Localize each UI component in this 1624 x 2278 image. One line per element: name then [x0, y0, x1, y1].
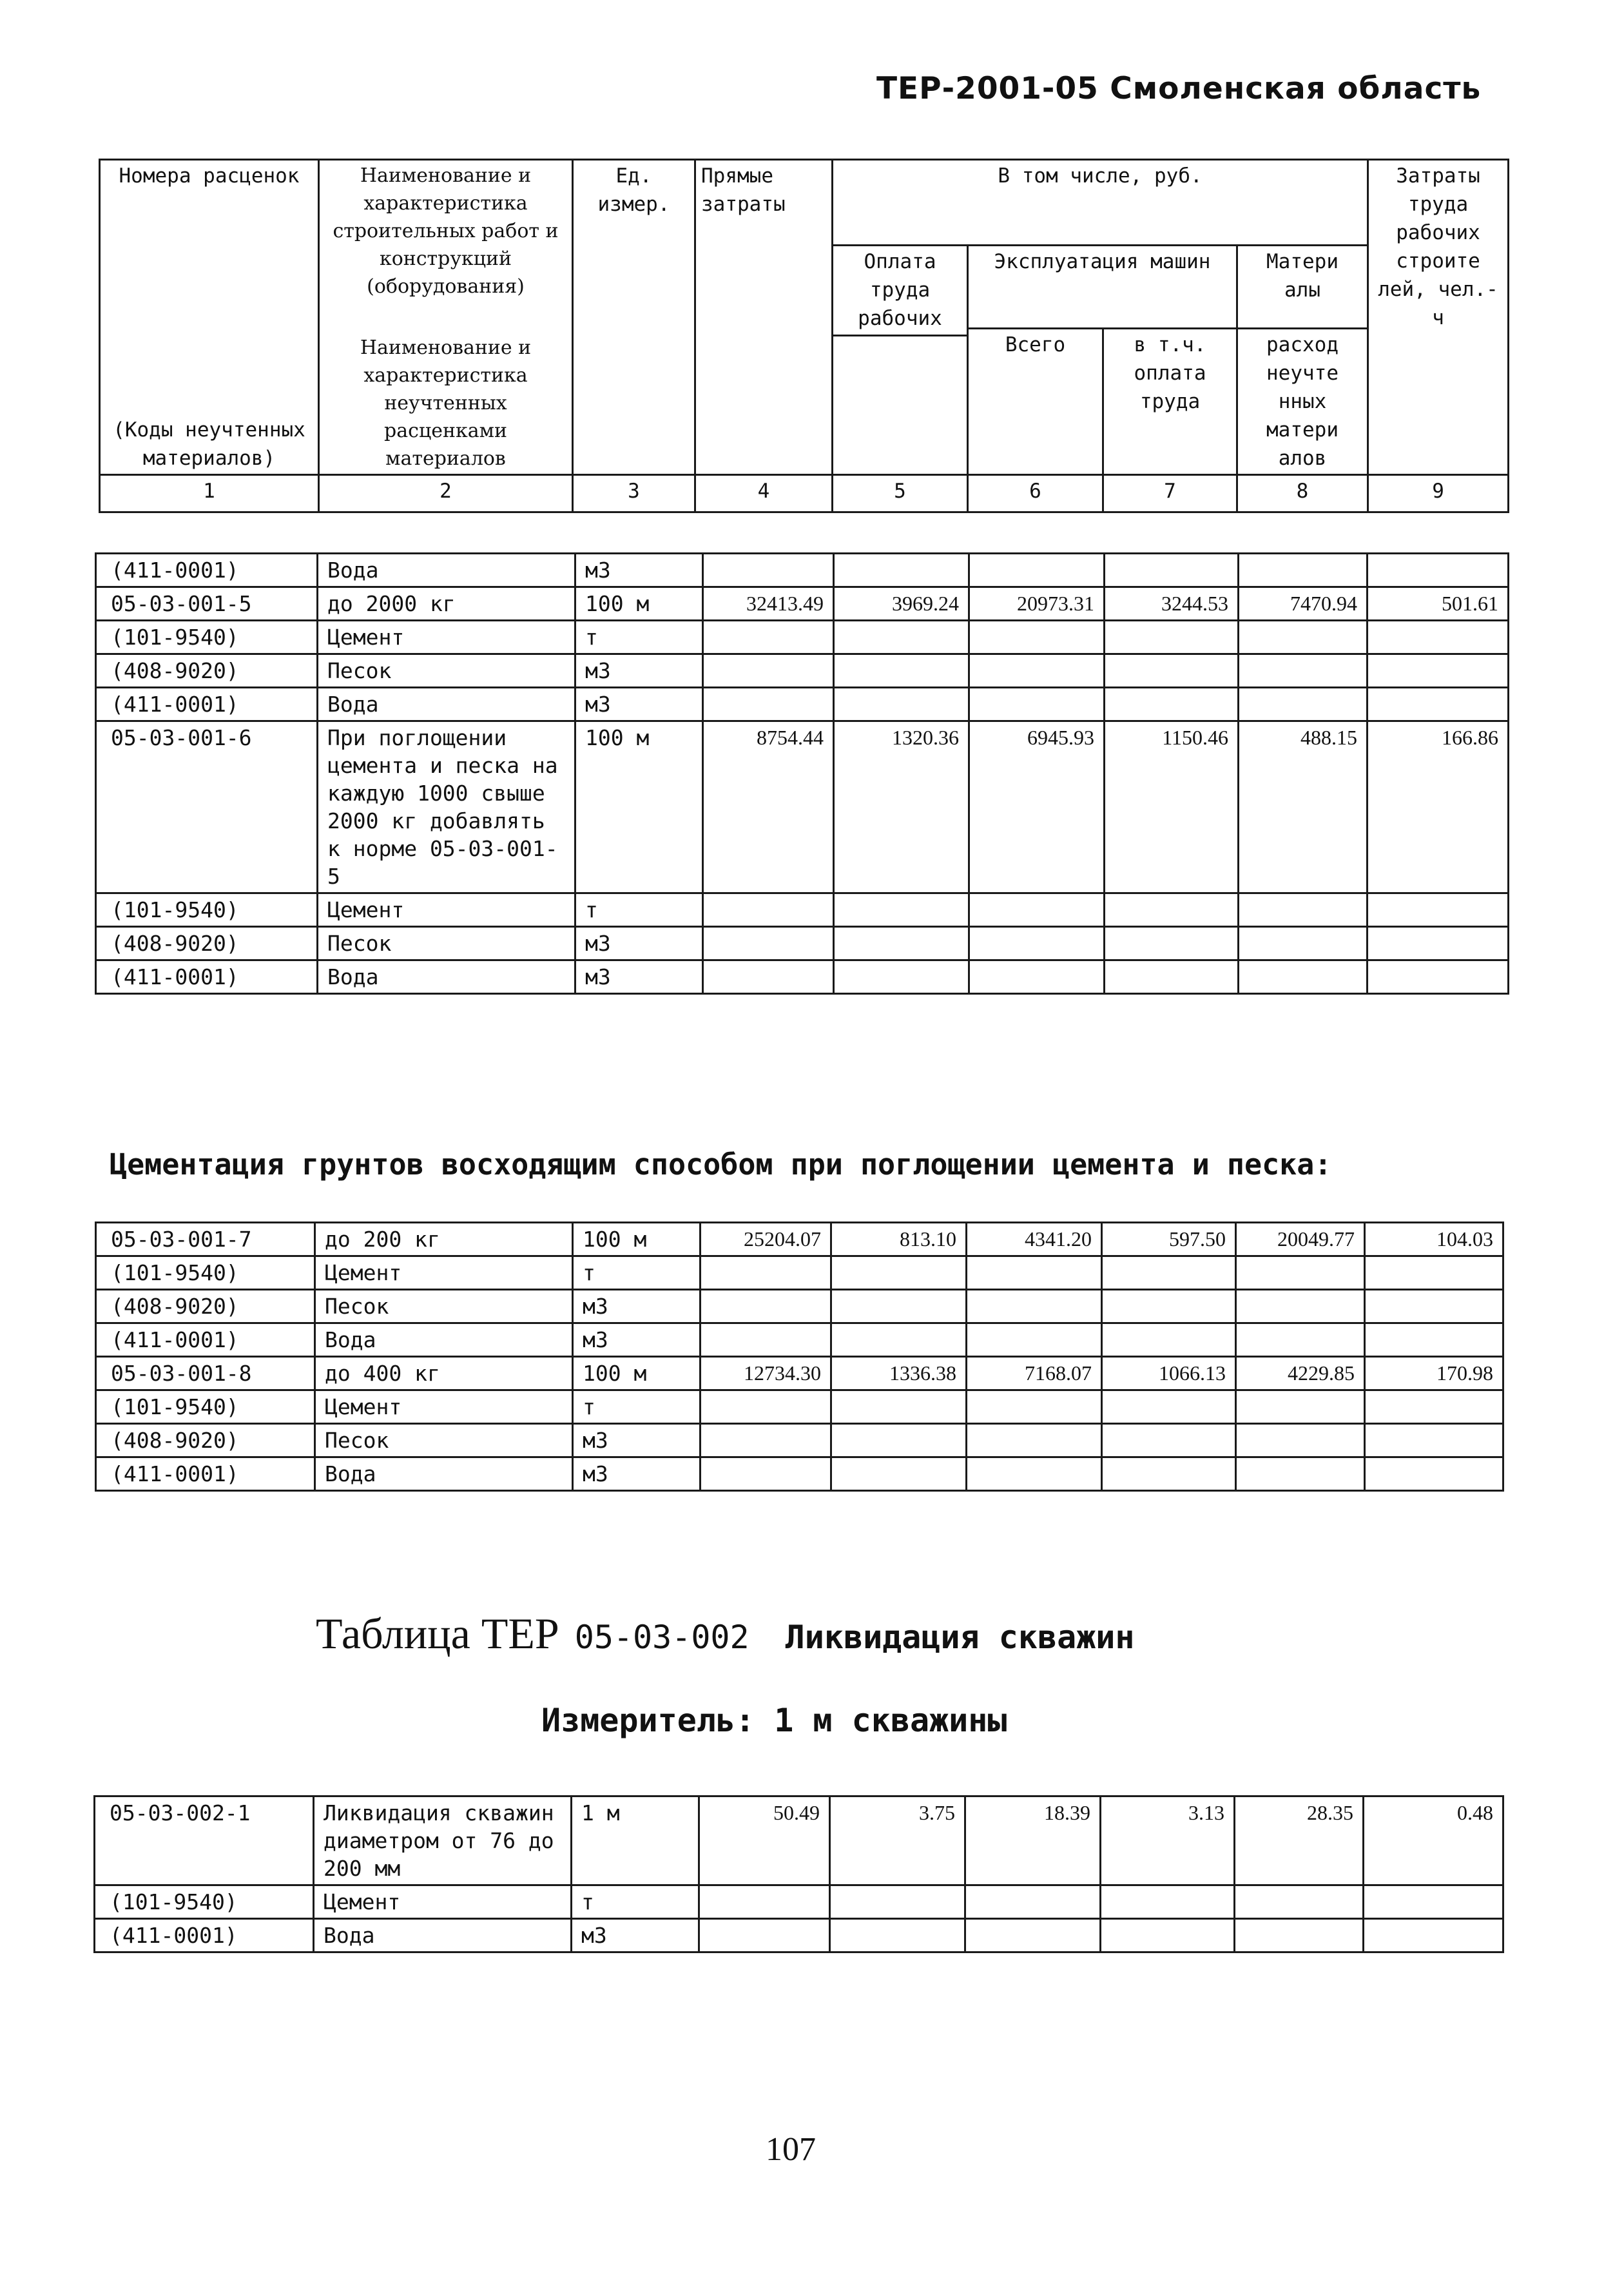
meter-label: Измеритель: 1 м скважины — [541, 1702, 1007, 1739]
unit-cell: м3 — [575, 554, 703, 587]
machine-labor-cell — [1102, 1457, 1236, 1491]
labor-hours-cell — [1365, 1424, 1503, 1457]
code-cell: (101-9540) — [96, 621, 318, 654]
table-row — [95, 1796, 1503, 1885]
materials-cell — [1239, 621, 1368, 654]
table-row — [96, 1256, 1503, 1290]
machine-cost-cell — [967, 1290, 1102, 1323]
direct-cost-cell — [701, 1290, 831, 1323]
unit-cell: м3 — [573, 1457, 701, 1491]
code-cell: (408-9020) — [96, 1290, 315, 1323]
direct-cost-cell: 12734.30 — [701, 1357, 831, 1390]
table-row — [96, 1357, 1503, 1390]
materials-cell: 7470.94 — [1239, 587, 1368, 621]
code-cell: 05-03-001-6 — [96, 721, 318, 893]
unit-cell: 100 м — [575, 721, 703, 893]
code-cell: (411-0001) — [95, 1919, 314, 1952]
labor-hours-cell — [1365, 1256, 1503, 1290]
machine-cost-cell — [969, 688, 1105, 721]
group-header: В том числе, руб. — [833, 160, 1368, 246]
direct-cost-cell — [701, 1457, 831, 1491]
page-header-title: ТЕР-2001-05 Смоленская область — [876, 71, 1482, 106]
labor-cost-cell — [830, 1885, 965, 1919]
table-row — [96, 1424, 1503, 1457]
table-row — [96, 1223, 1503, 1256]
machine-labor-cell: 3.13 — [1101, 1796, 1235, 1885]
direct-cost-cell — [701, 1390, 831, 1424]
direct-cost-cell — [703, 688, 834, 721]
code-cell: (411-0001) — [96, 1457, 315, 1491]
labor-hours-cell: 0.48 — [1364, 1796, 1503, 1885]
machine-labor-cell: 597.50 — [1102, 1223, 1236, 1256]
machine-labor-cell — [1102, 1323, 1236, 1357]
code-cell: (411-0001) — [96, 960, 318, 994]
labor-cost-cell — [831, 1290, 967, 1323]
labor-hours-cell — [1365, 1390, 1503, 1424]
unit-cell: м3 — [572, 1919, 699, 1952]
code-cell: (101-9540) — [96, 1390, 315, 1424]
unit-cell: м3 — [575, 654, 703, 688]
name-cell: Цемент — [318, 621, 575, 654]
code-cell: (101-9540) — [96, 1256, 315, 1290]
unit-cell: м3 — [573, 1424, 701, 1457]
name-cell: Цемент — [314, 1885, 572, 1919]
col6-group-header: Эксплуатация машин — [968, 246, 1237, 329]
col-number: 6 — [968, 475, 1103, 512]
name-cell: Песок — [315, 1424, 573, 1457]
col5-header: Оплата труда рабочих — [833, 246, 968, 336]
table-row — [95, 1885, 1503, 1919]
materials-cell — [1239, 960, 1368, 994]
direct-cost-cell — [701, 1424, 831, 1457]
unit-cell: т — [575, 621, 703, 654]
direct-cost-cell — [703, 654, 834, 688]
labor-cost-cell — [834, 621, 969, 654]
unit-cell: м3 — [575, 688, 703, 721]
table-row — [96, 721, 1509, 893]
machine-labor-cell — [1101, 1919, 1235, 1952]
labor-hours-cell: 501.61 — [1368, 587, 1509, 621]
materials-cell — [1236, 1256, 1365, 1290]
col5-empty — [833, 335, 968, 474]
materials-cell: 28.35 — [1235, 1796, 1364, 1885]
labor-hours-cell — [1365, 1290, 1503, 1323]
materials-cell — [1239, 654, 1368, 688]
direct-cost-cell — [703, 927, 834, 960]
name-cell: Песок — [318, 927, 575, 960]
name-cell: Вода — [315, 1323, 573, 1357]
column-number-row — [100, 475, 1509, 512]
machine-labor-cell: 3244.53 — [1105, 587, 1239, 621]
labor-cost-cell — [834, 893, 969, 927]
direct-cost-cell — [701, 1323, 831, 1357]
machine-labor-cell — [1102, 1390, 1236, 1424]
table-row — [96, 1290, 1503, 1323]
labor-cost-cell — [831, 1256, 967, 1290]
col1-subheader: (Коды неучтенных материалов) — [100, 329, 319, 475]
col-number: 8 — [1237, 475, 1368, 512]
unit-cell: 100 м — [575, 587, 703, 621]
machine-cost-cell: 18.39 — [965, 1796, 1101, 1885]
col-number: 1 — [100, 475, 319, 512]
table-row — [96, 587, 1509, 621]
labor-hours-cell — [1368, 927, 1509, 960]
table-row — [96, 554, 1509, 587]
col-number: 5 — [833, 475, 968, 512]
materials-cell: 20049.77 — [1236, 1223, 1365, 1256]
direct-cost-cell: 50.49 — [699, 1796, 830, 1885]
name-cell: Цемент — [318, 893, 575, 927]
unit-cell: т — [573, 1256, 701, 1290]
name-cell: Песок — [315, 1290, 573, 1323]
col8-header: Матери алы — [1237, 246, 1368, 329]
page-number: 107 — [766, 2131, 816, 2168]
labor-cost-cell — [834, 654, 969, 688]
machine-cost-cell — [965, 1919, 1101, 1952]
labor-hours-cell — [1364, 1919, 1503, 1952]
direct-cost-cell — [699, 1919, 830, 1952]
machine-cost-cell — [969, 960, 1105, 994]
unit-cell: м3 — [573, 1323, 701, 1357]
column-header-table — [99, 159, 1509, 513]
labor-cost-cell — [834, 927, 969, 960]
code-cell: (411-0001) — [96, 688, 318, 721]
col2-subheader: Наименование и характеристика неучтенных расценками материалов — [319, 329, 573, 475]
unit-cell: 100 м — [573, 1223, 701, 1256]
machine-labor-cell — [1105, 893, 1239, 927]
machine-cost-cell — [967, 1390, 1102, 1424]
table-row — [96, 960, 1509, 994]
code-cell: (411-0001) — [96, 1323, 315, 1357]
direct-cost-cell — [703, 621, 834, 654]
machine-cost-cell: 4341.20 — [967, 1223, 1102, 1256]
materials-cell — [1236, 1390, 1365, 1424]
code-cell: (408-9020) — [96, 654, 318, 688]
col-number: 3 — [573, 475, 695, 512]
machine-cost-cell — [969, 554, 1105, 587]
machine-cost-cell — [969, 621, 1105, 654]
labor-hours-cell — [1365, 1457, 1503, 1491]
table-row — [96, 1323, 1503, 1357]
code-cell: (408-9020) — [96, 1424, 315, 1457]
machine-cost-cell — [969, 893, 1105, 927]
col-number: 9 — [1368, 475, 1509, 512]
labor-cost-cell — [831, 1323, 967, 1357]
col1-header: Номера расценок — [100, 160, 319, 329]
unit-cell: м3 — [575, 927, 703, 960]
col6-header: Всего — [968, 329, 1103, 475]
machine-cost-cell: 6945.93 — [969, 721, 1105, 893]
labor-hours-cell — [1368, 654, 1509, 688]
table-row — [96, 654, 1509, 688]
labor-cost-cell — [831, 1424, 967, 1457]
materials-cell — [1235, 1885, 1364, 1919]
labor-cost-cell — [830, 1919, 965, 1952]
table-row — [96, 688, 1509, 721]
materials-cell: 488.15 — [1239, 721, 1368, 893]
materials-cell — [1239, 893, 1368, 927]
section-title: Цементация грунтов восходящим способом при поглощении цемента и песка: — [110, 1147, 1332, 1182]
machine-labor-cell — [1105, 654, 1239, 688]
labor-hours-cell — [1365, 1323, 1503, 1357]
labor-hours-cell — [1368, 554, 1509, 587]
code-cell: (411-0001) — [96, 554, 318, 587]
machine-labor-cell — [1105, 688, 1239, 721]
direct-cost-cell — [703, 960, 834, 994]
name-cell: Вода — [318, 960, 575, 994]
labor-hours-cell — [1368, 621, 1509, 654]
unit-cell: м3 — [575, 960, 703, 994]
labor-cost-cell — [834, 688, 969, 721]
labor-cost-cell: 3969.24 — [834, 587, 969, 621]
col3-header: Ед. измер. — [573, 160, 695, 475]
col-number: 2 — [319, 475, 573, 512]
materials-cell — [1239, 554, 1368, 587]
name-cell: Вода — [318, 554, 575, 587]
name-cell: Вода — [318, 688, 575, 721]
name-cell: Вода — [314, 1919, 572, 1952]
machine-labor-cell — [1105, 621, 1239, 654]
machine-labor-cell: 1150.46 — [1105, 721, 1239, 893]
code-cell: (101-9540) — [96, 893, 318, 927]
code-cell: (408-9020) — [96, 927, 318, 960]
materials-cell — [1236, 1457, 1365, 1491]
machine-labor-cell — [1101, 1885, 1235, 1919]
labor-hours-cell — [1368, 893, 1509, 927]
labor-cost-cell: 3.75 — [830, 1796, 965, 1885]
labor-hours-cell — [1364, 1885, 1503, 1919]
materials-cell — [1239, 927, 1368, 960]
name-cell: Ликвидация скважин диаметром от 76 до 200 мм — [314, 1796, 572, 1885]
machine-labor-cell — [1102, 1424, 1236, 1457]
labor-cost-cell: 1320.36 — [834, 721, 969, 893]
direct-cost-cell — [703, 554, 834, 587]
machine-cost-cell — [967, 1256, 1102, 1290]
unit-cell: т — [573, 1390, 701, 1424]
materials-cell — [1236, 1290, 1365, 1323]
table-row — [96, 893, 1509, 927]
name-cell: При поглощении цемента и песка на каждую 1000 свыше 2000 кг добавлять к норме 05-03-001-5 — [318, 721, 575, 893]
table-row — [96, 1457, 1503, 1491]
rates-table-a — [95, 552, 1509, 995]
code-cell: 05-03-001-7 — [96, 1223, 315, 1256]
col-number: 7 — [1103, 475, 1237, 512]
unit-cell: м3 — [573, 1290, 701, 1323]
machine-labor-cell — [1105, 960, 1239, 994]
labor-hours-cell: 166.86 — [1368, 721, 1509, 893]
code-cell: 05-03-002-1 — [95, 1796, 314, 1885]
unit-cell: 1 м — [572, 1796, 699, 1885]
materials-cell — [1236, 1323, 1365, 1357]
table-row — [95, 1919, 1503, 1952]
direct-cost-cell: 8754.44 — [703, 721, 834, 893]
direct-cost-cell — [699, 1885, 830, 1919]
table-row — [96, 927, 1509, 960]
name-cell: Вода — [315, 1457, 573, 1491]
table-row — [96, 621, 1509, 654]
labor-hours-cell: 104.03 — [1365, 1223, 1503, 1256]
labor-cost-cell — [831, 1457, 967, 1491]
labor-cost-cell — [834, 554, 969, 587]
name-cell: до 400 кг — [315, 1357, 573, 1390]
materials-cell — [1236, 1424, 1365, 1457]
direct-cost-cell: 32413.49 — [703, 587, 834, 621]
labor-cost-cell — [834, 960, 969, 994]
name-cell: до 200 кг — [315, 1223, 573, 1256]
direct-cost-cell — [703, 893, 834, 927]
unit-cell: т — [575, 893, 703, 927]
name-cell: Цемент — [315, 1256, 573, 1290]
machine-labor-cell — [1102, 1256, 1236, 1290]
materials-cell — [1239, 688, 1368, 721]
col2-header: Наименование и характеристика строительных работ и конструкций (оборудования) — [319, 160, 573, 329]
labor-hours-cell — [1368, 688, 1509, 721]
materials-cell: 4229.85 — [1236, 1357, 1365, 1390]
labor-hours-cell: 170.98 — [1365, 1357, 1503, 1390]
direct-cost-cell — [701, 1256, 831, 1290]
machine-labor-cell — [1102, 1290, 1236, 1323]
labor-hours-cell — [1368, 960, 1509, 994]
labor-cost-cell — [831, 1390, 967, 1424]
col7-header: в т.ч. оплата труда — [1103, 329, 1237, 475]
name-cell: Цемент — [315, 1390, 573, 1424]
table-title: Таблица ТЕР 05-03-002 Ликвидация скважин — [316, 1609, 1135, 1658]
machine-labor-cell — [1105, 554, 1239, 587]
direct-cost-cell: 25204.07 — [701, 1223, 831, 1256]
machine-labor-cell: 1066.13 — [1102, 1357, 1236, 1390]
machine-cost-cell — [967, 1424, 1102, 1457]
labor-cost-cell: 813.10 — [831, 1223, 967, 1256]
col8-subheader: расход неучте нных матери алов — [1237, 329, 1368, 475]
name-cell: Песок — [318, 654, 575, 688]
machine-labor-cell — [1105, 927, 1239, 960]
col9-header: Затраты труда рабочих строите лей, чел.-ч — [1368, 160, 1509, 475]
machine-cost-cell: 7168.07 — [967, 1357, 1102, 1390]
machine-cost-cell — [967, 1457, 1102, 1491]
col-number: 4 — [695, 475, 833, 512]
col4-header: Прямые затраты — [695, 160, 833, 475]
name-cell: до 2000 кг — [318, 587, 575, 621]
labor-cost-cell: 1336.38 — [831, 1357, 967, 1390]
materials-cell — [1235, 1919, 1364, 1952]
rates-table-c — [93, 1795, 1504, 1953]
unit-cell: т — [572, 1885, 699, 1919]
table-row — [96, 1390, 1503, 1424]
code-cell: 05-03-001-5 — [96, 587, 318, 621]
machine-cost-cell — [967, 1323, 1102, 1357]
machine-cost-cell — [969, 927, 1105, 960]
machine-cost-cell — [965, 1885, 1101, 1919]
machine-cost-cell: 20973.31 — [969, 587, 1105, 621]
machine-cost-cell — [969, 654, 1105, 688]
code-cell: (101-9540) — [95, 1885, 314, 1919]
code-cell: 05-03-001-8 — [96, 1357, 315, 1390]
unit-cell: 100 м — [573, 1357, 701, 1390]
rates-table-b — [95, 1222, 1504, 1492]
